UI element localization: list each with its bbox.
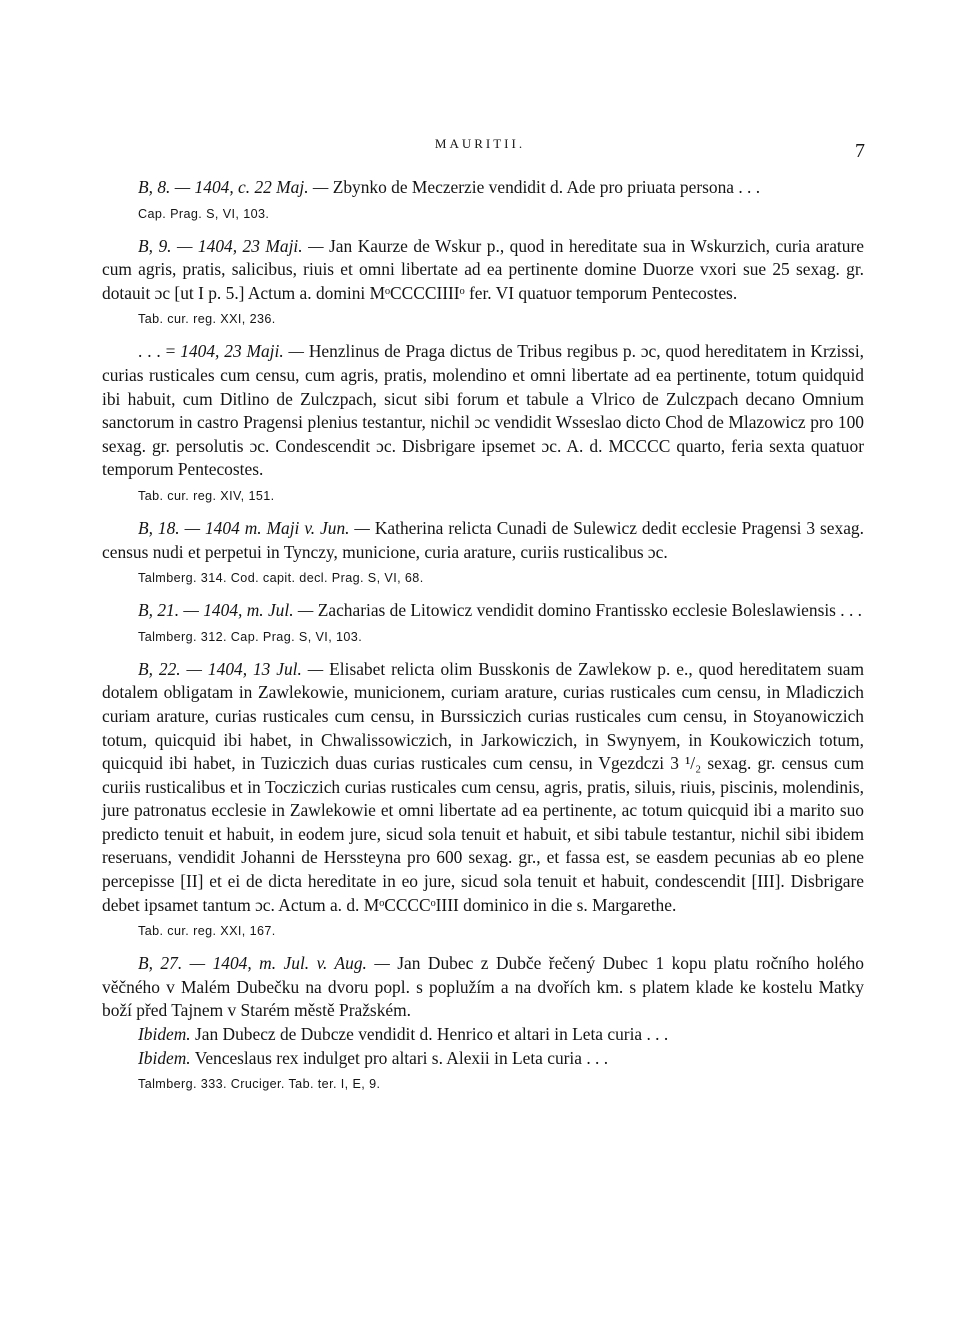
entry-text <box>102 952 864 1023</box>
entry-date: 1404, 23 Maji. — <box>197 235 324 256</box>
entry-b9 <box>102 235 864 330</box>
entry-ref: B, 18. — <box>138 517 201 538</box>
entry-source: Talmberg. 314. Cod. capit. decl. Prag. S, VI, 68. <box>138 571 424 586</box>
entry-text <box>102 176 864 200</box>
entry-b27 <box>102 952 864 1094</box>
entry-date: 1404, c. 22 Maj. — <box>194 177 329 197</box>
ibidem-line <box>102 1047 864 1071</box>
entry-source: Talmberg. 312. Cap. Prag. S, VI, 103. <box>138 629 363 644</box>
ibidem-label: Ibidem. <box>138 1047 191 1068</box>
entry-ref: B, 8. — <box>138 177 191 197</box>
entry-henzlinus <box>102 340 864 506</box>
ibidem-text: Jan Dubecz de Dubcze vendidit d. Henrico et altari in Leta curia . . . <box>195 1024 669 1045</box>
entry-source: Cap. Prag. S, VI, 103. <box>138 206 270 221</box>
entry-ref: B, 22. — <box>138 658 202 679</box>
entry-b22 <box>102 658 864 942</box>
entry-source: Talmberg. 333. Cruciger. Tab. ter. I, E, 9. <box>138 1077 381 1092</box>
running-title: MAURITII. <box>434 136 526 151</box>
ibidem-label: Ibidem. <box>138 1024 191 1045</box>
entry-date: 1404, m. Jul. — <box>203 600 314 621</box>
page-number: 7 <box>855 140 865 162</box>
entry-body: Henzlinus de Praga dictus de Tribus regibus p. ɔc, quod hereditatem in Krzissi, curias rusticales cum censu, cum agris, pratis, molendino et omni libertate ad ea pertinente, totum quidquid ibi habuit, cum Ditlino de Zulczpach, sicut sibi forum et tabule a Vlrico de Zulczpach decano Omnium sanctorum in castro Pragensi plenius testantur, nichil ɔc vendidit Wsseslao dicto Chod de Mlazowicz pro 100 sexag. gr. persolutis ɔc. Condescendit ɔc. Disbrigare ipsemet ɔc. A. d. MCCCC quarto, feria sexta quatuor temporum Pentecostes. <box>102 341 864 480</box>
entry-ref: B, 21. — <box>138 600 199 621</box>
entry-body: Zacharias de Litowicz vendidit domino Frantissko ecclesie Boleslawiensis . . . <box>317 600 863 621</box>
entry-date: 1404 m. Maji v. Jun. — <box>204 517 370 538</box>
entry-source: Tab. cur. reg. XIV, 151. <box>138 488 275 503</box>
entry-ref: . . . = <box>138 341 176 362</box>
document-body <box>102 176 864 1105</box>
entry-b18 <box>102 517 864 588</box>
entry-body: Zbynko de Meczerzie vendidit d. Ade pro priuata persona . . . <box>332 177 761 197</box>
entry-date: 1404, 13 Jul. — <box>207 658 324 679</box>
entry-source: Tab. cur. reg. XXI, 167. <box>138 924 276 939</box>
entry-b8 <box>102 176 864 224</box>
ibidem-text: Venceslaus rex indulget pro altari s. Alexii in Leta curia . . . <box>194 1047 609 1068</box>
entry-body: Jan Kaurze de Wskur p., quod in hereditate sua in Wskurzich, curia arature cum agris, pratis, salicibus, riuis et omni libertate ad ea pertinente domine Duorze vxori sue 25 sexag. gr. dotauit ɔc [ut I p. 5.] Actum a. domini MᵒCCCCIIIIᵒ fer. VI quatuor temporum Pentecostes. <box>102 235 864 303</box>
entry-date: 1404, 23 Maji. — <box>180 341 304 362</box>
entry-text <box>102 599 864 623</box>
entry-body: Jan Dubec z Dubče řečený Dubec 1 kopu platu ročního holého věčného v Malém Dubečku na dvoru popl. s poplužím a na dvořích km. s platem klade ke kostelu Matky boží před Tajnem v Starém městě Pražském. <box>102 953 864 1021</box>
entry-text <box>102 658 864 918</box>
entry-body: Katherina relicta Cunadi de Sulewicz dedit ecclesie Pragensi 3 sexag. census nudi et perpetui in Tynczy, municione, curia arature, curiis rusticalibus ɔc. <box>102 517 864 562</box>
entry-source: Tab. cur. reg. XXI, 236. <box>138 312 276 327</box>
entry-text <box>102 235 864 306</box>
entry-ref: B, 27. — <box>138 953 206 974</box>
entry-text <box>102 517 864 564</box>
page-header <box>0 136 960 162</box>
entry-ref: B, 9. — <box>138 235 193 256</box>
entry-body: Elisabet relicta olim Busskonis de Zawlekow p. e., quod hereditatem suam dotalem obligatam in Zawlekowie, municionem, curiam arature, curias rusticales cum censu, in Mladiczich curiam arature, curias rusticales cum censu, in Burssiczich curias rusticales cum censu, in Stoyanowiczich totum, quicquid ibi habet, in Chwalissowiczich, in Jarkowiczich, in Swynyem, in Koukowiczich totum, quicquid ibi habet, in Tuziczich duas curias rusticales cum censu, in Vgezdczi 3 ¹/₂ sexag. gr. census cum curiis rusticalibus et in Tocziczich curias rusticales cum censu, agris, pratis, siluis, riuis, piscinis, molendinis, jure patronatus ecclesie in Zawlekowie et omni libertate ad ea pertinente, ac totum quicquid ibi a marito suo predicto tenuit et habuit, in eodem jure, sicud sola tenuit et habuit, et sibi tabule testantur, nichil sibi ibidem reseruans, vendidit Johanni de Herssteyna pro 600 sexag. gr., et fassa est, se easdem pecunias ab eo plene percepisse [II] et ei de dicta hereditate in eo jure, sicud sola tenuit et habuit, condescendit [III]. Disbrigare debet ipsamet tantum ɔc. Actum a. d. MᵒCCCCᵒIIII dominico in die s. Margarethe. <box>102 658 864 915</box>
entry-text <box>102 340 864 482</box>
entry-date: 1404, m. Jul. v. Aug. — <box>212 953 390 974</box>
entry-b21 <box>102 599 864 647</box>
ibidem-line <box>102 1023 864 1047</box>
